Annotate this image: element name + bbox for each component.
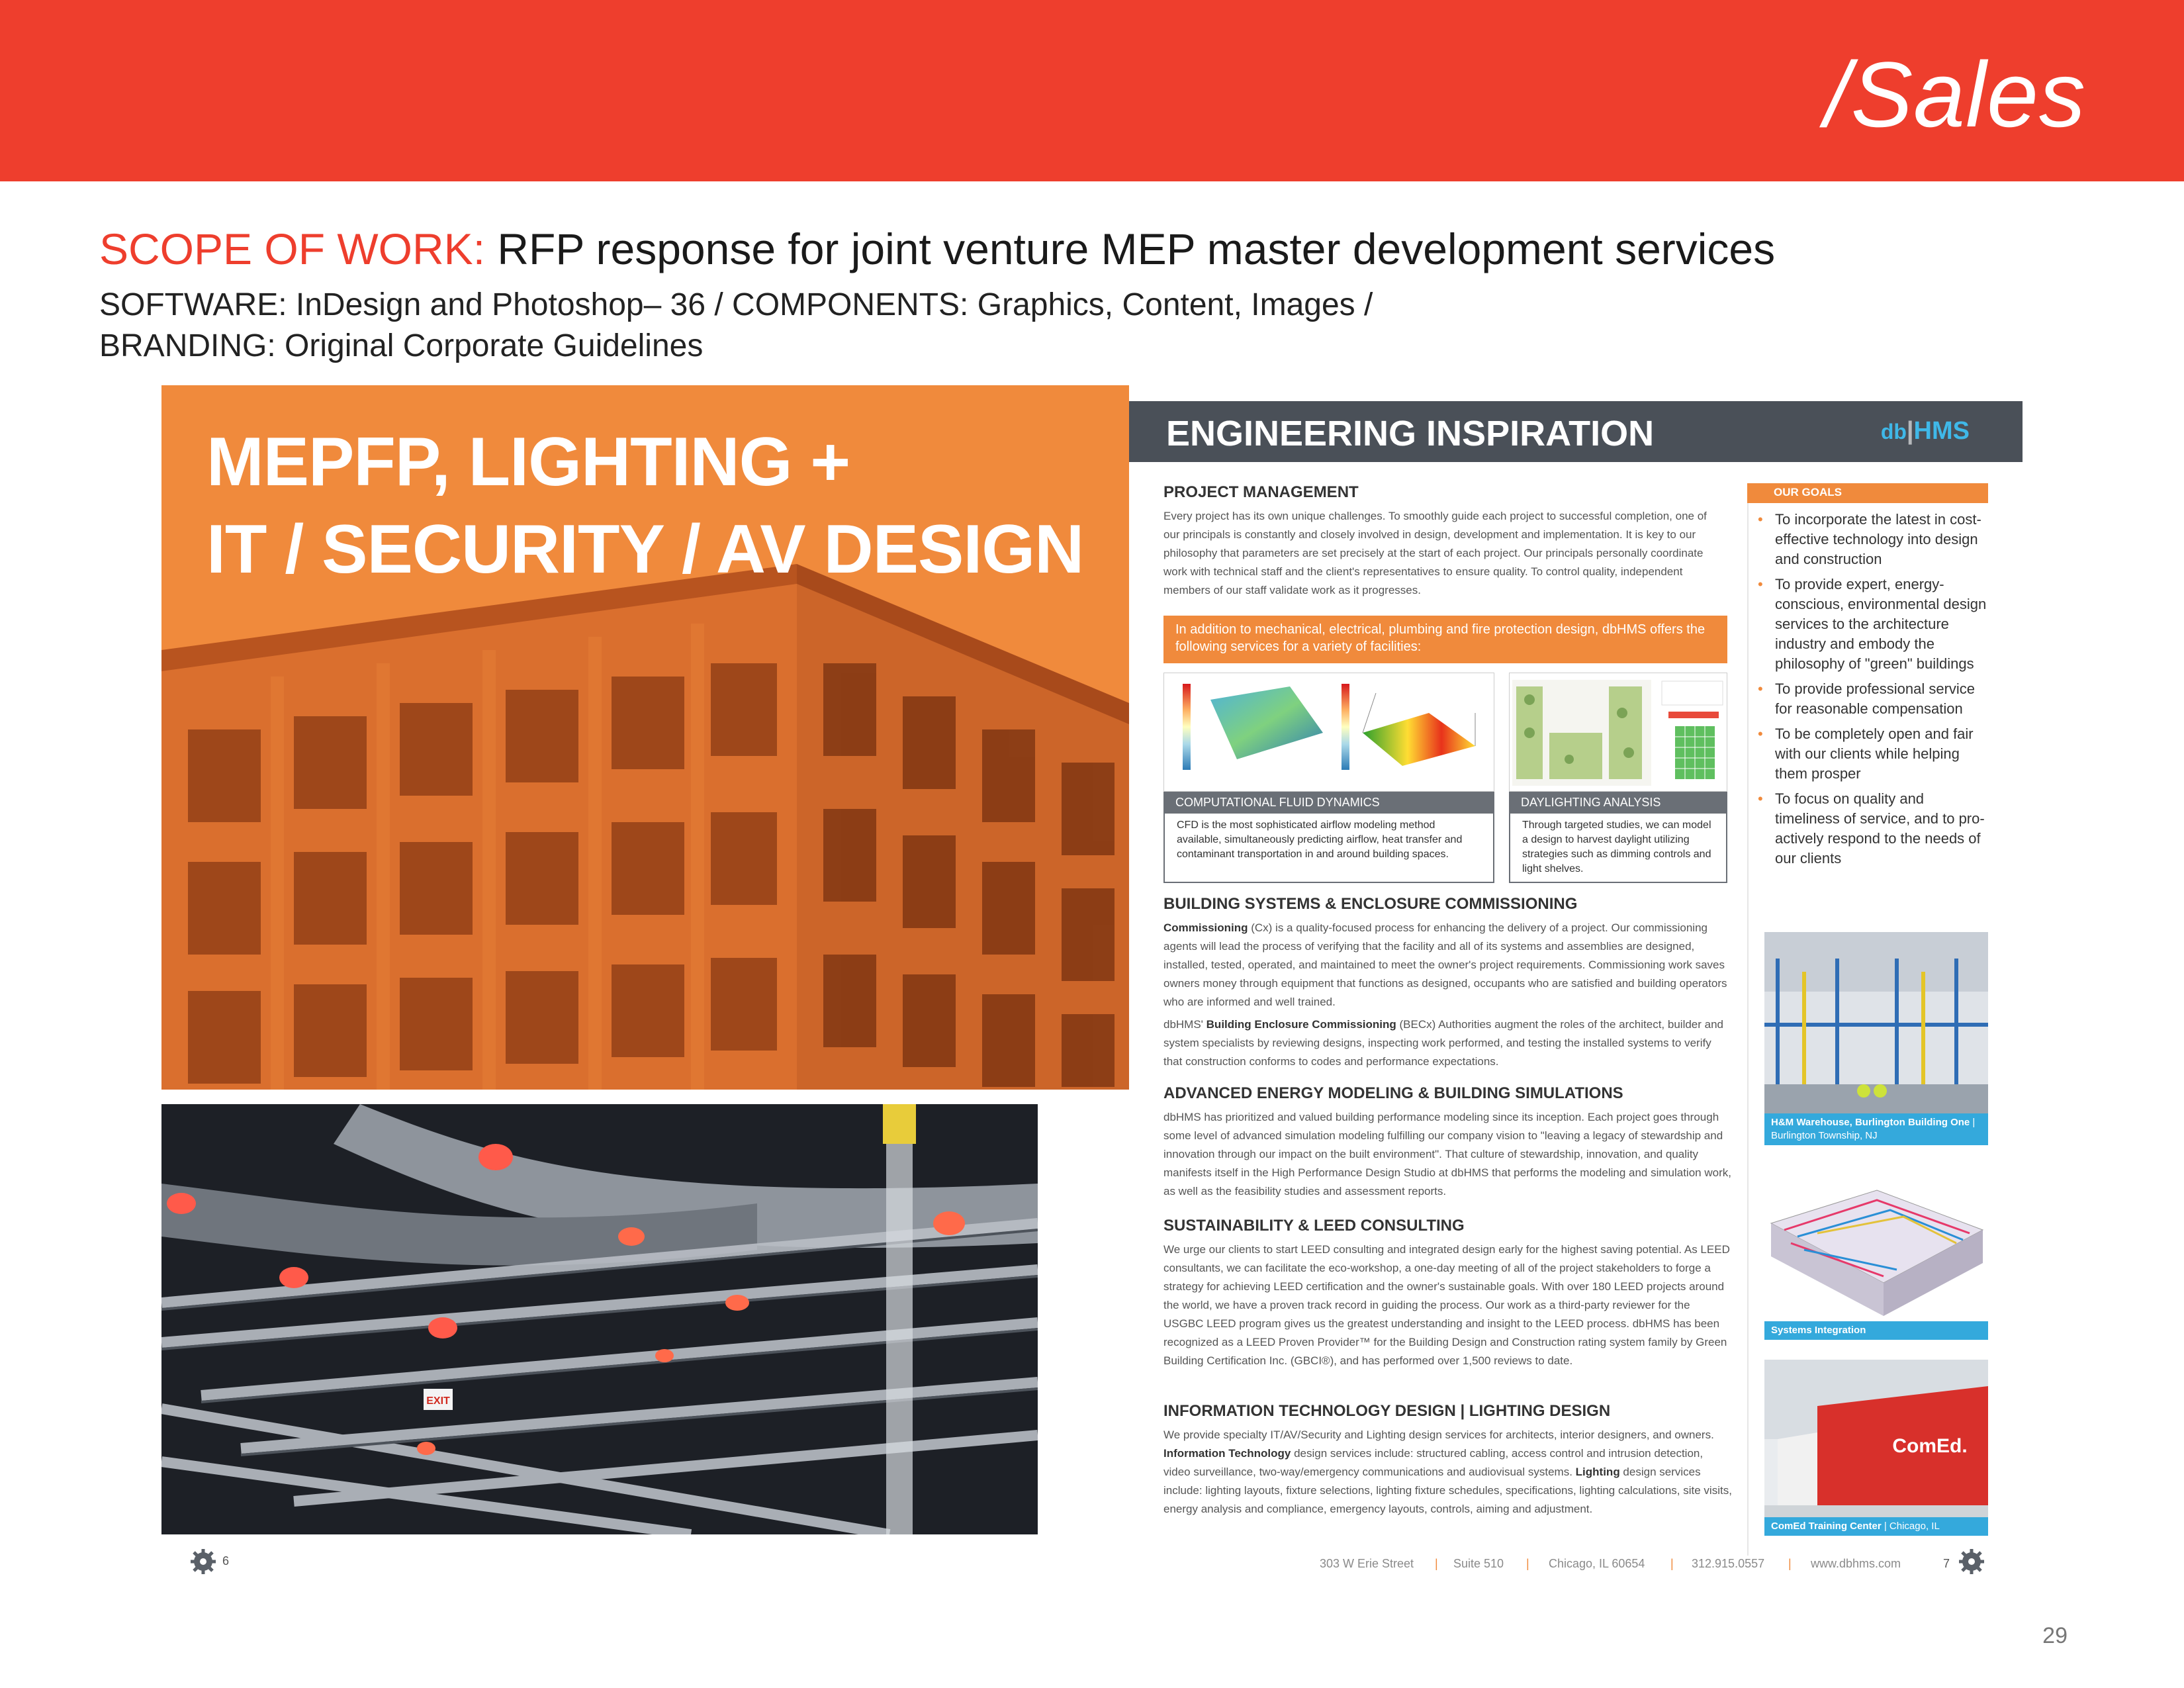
systems-integration-photo <box>1764 1170 1988 1340</box>
goal-item: • To focus on quality and timeliness of service, and to pro-actively respond to the needs of our clients <box>1754 789 1992 868</box>
services-highlight: In addition to mechanical, electrical, plumbing and fire protection design, dbHMS offers the following services for a variety of facilities: <box>1163 616 1727 663</box>
leed-section <box>1163 1217 1733 1370</box>
leed-heading: SUSTAINABILITY & LEED CONSULTING <box>1163 1217 1465 1235</box>
commissioning-section <box>1163 895 1733 1071</box>
scope-text: RFP response for joint venture MEP master development services <box>485 224 1776 273</box>
scope-line <box>99 224 1775 274</box>
commissioning-body-1: Commissioning (Cx) is a quality-focused process for enhancing the delivery of a project. Our commissioning agents will lead the process of verifying that the facility and all of its systems and assemblies are designed, installed, tested, operated, and maintained to meet the owner's project requirements. Commissioning work saves owners money through equipment that functions as designed, occupants who are satisfied and building operators who are informed and well trained. <box>1163 921 1727 1008</box>
right-page-number: 7 <box>1943 1557 1950 1570</box>
footer-address: 303 W Erie Street <box>1320 1557 1414 1570</box>
goal-item: • To provide professional service for reasonable compensation <box>1754 679 1992 719</box>
warehouse-photo-caption: H&M Warehouse, Burlington Building One | Burlington Township, NJ <box>1764 1113 1988 1145</box>
hero-headline <box>206 418 1083 593</box>
commissioning-heading: BUILDING SYSTEMS & ENCLOSURE COMMISSIONING <box>1163 895 1578 913</box>
gear-icon <box>191 1549 216 1574</box>
left-page-number: 6 <box>222 1554 230 1568</box>
goal-item: • To provide expert, energy-conscious, environmental design services to the architecture industry and embody the philosophy of "green" buildings <box>1754 575 1992 674</box>
scope-meta <box>99 285 1373 367</box>
project-management-body: Every project has its own unique challenges. To smoothly guide each project to successful completion, one of our principals is constantly and closely involved in design, development and implementation. It is key to our philosophy that parameters are set precisely at the start of each project. Our principals personally coordinate work with technical staff and the client's representatives to ensure quality. To control quality, independent members of our staff validate work as it progresses. <box>1163 510 1707 596</box>
footer-city: Chicago, IL 60654 <box>1549 1557 1645 1570</box>
energy-body: dbHMS has prioritized and valued building performance modeling since its inception. Each project goes through some level of advanced simulation modeling fulfilling our company vision to "leaving a legacy of stewardship and innovation through our impact on the built environment". That culture of stewardship, innovation, and quality manifests itself in the High Performance Design Studio at dbHMS that performs the modeling and simulation work, as well as the feasibility studies and assessment reports. <box>1163 1111 1731 1197</box>
scope-label: SCOPE OF WORK: <box>99 224 486 273</box>
meta-line-2: BRANDING: Original Corporate Guidelines <box>99 328 704 363</box>
goal-item: • To be completely open and fair with our clients while helping them prosper <box>1754 724 1992 784</box>
cfd-caption: COMPUTATIONAL FLUID DYNAMICS <box>1163 792 1494 814</box>
commissioning-body-2: dbHMS' Building Enclosure Commissioning (BECx) Authorities augment the roles of the architect, builder and system specialists by reviewing designs, inspecting work performed, and testing the installed systems to verify that construction conforms to codes and performance expectations. <box>1163 1018 1724 1068</box>
footer-web: www.dbhms.com <box>1811 1557 1901 1570</box>
dbhms-logo: db|HMS <box>1880 417 1970 445</box>
project-management-heading: PROJECT MANAGEMENT <box>1163 483 1359 501</box>
it-lighting-section <box>1163 1402 1733 1519</box>
ceiling-illustration <box>161 1104 1038 1534</box>
footer-separator: | <box>1788 1557 1792 1570</box>
it-lighting-body: We provide specialty IT/AV/Security and Lighting design services for architects, interior designers, and owners. Information Technology design services include: structured cabling, access control and intrusion detection, video surveillance, two-way/emergency communications and audiovisual systems. Lighting design services include: lighting layouts, fixture selections, lighting fixture schedules, specifications, lighting calculations, site visits, energy analysis and compliance, emergency layouts, controls, aiming and adjustment. <box>1163 1429 1732 1515</box>
project-management-section <box>1163 483 1726 600</box>
cfd-body: CFD is the most sophisticated airflow modeling method available, simultaneously predicting airflow, heat transfer and contaminant transportation in and around building spaces. <box>1163 813 1494 883</box>
goals-heading: OUR GOALS <box>1747 483 1988 503</box>
daylighting-caption: DAYLIGHTING ANALYSIS <box>1509 792 1727 814</box>
right-page-footer <box>1129 1557 2023 1583</box>
comed-photo-caption: ComEd Training Center | Chicago, IL <box>1764 1517 1988 1536</box>
energy-section <box>1163 1084 1733 1201</box>
right-page-title: ENGINEERING INSPIRATION <box>1166 414 1655 453</box>
hero-panel <box>161 385 1129 1090</box>
gear-icon <box>1959 1549 1984 1574</box>
it-lighting-heading: INFORMATION TECHNOLOGY DESIGN | LIGHTING DESIGN <box>1163 1402 1611 1420</box>
right-page <box>1129 401 2023 1570</box>
leed-body: We urge our clients to start LEED consulting and integrated design early for the highest saving potential. As LEED consultants, we can facilitate the eco-workshop, a one-day meeting of all of the project stakeholders to forge a strategy for achieving LEED certification and the owner's sustainable goals. With over 180 LEED projects around the world, we have a proven track record in guiding the process. Our work as a third-party reviewer for the USGBC LEED program gives us the greatest understanding and insight to the LEED process. dbHMS has been recognized as a LEED Proven Provider™ for the Building Design and Construction rating system family by Green Building Certification Inc. (GBCI®), and has performed over 1,500 reviews to date. <box>1163 1243 1730 1367</box>
cfd-diagram <box>1163 673 1494 792</box>
goal-item: • To incorporate the latest in cost-effective technology into design and construction <box>1754 510 1992 569</box>
daylighting-body: Through targeted studies, we can model a design to harvest daylight utilizing strategies such as dimming controls and light shelves. <box>1509 813 1727 883</box>
section-title: /Sales <box>1824 42 2086 146</box>
portfolio-page-number: 29 <box>2042 1623 2068 1648</box>
footer-separator: | <box>1526 1557 1529 1570</box>
ceiling-photo <box>161 1104 1038 1534</box>
goals-list <box>1754 510 1992 874</box>
comed-photo <box>1764 1360 1988 1536</box>
header-banner <box>0 0 2184 181</box>
right-page-header <box>1129 401 2023 462</box>
warehouse-photo <box>1764 932 1988 1145</box>
exit-sign: EXIT <box>426 1395 450 1407</box>
meta-line-1: SOFTWARE: InDesign and Photoshop– 36 / COMPONENTS: Graphics, Content, Images / <box>99 287 1373 322</box>
systems-integration-caption: Systems Integration <box>1764 1321 1988 1340</box>
energy-heading: ADVANCED ENERGY MODELING & BUILDING SIMULATIONS <box>1163 1084 1623 1102</box>
footer-phone: 312.915.0557 <box>1692 1557 1765 1570</box>
footer-suite: Suite 510 <box>1453 1557 1504 1570</box>
hero-headline-line-2: IT / SECURITY / AV DESIGN <box>206 511 1084 588</box>
hero-headline-line-1: MEPFP, LIGHTING + <box>206 424 850 500</box>
footer-separator: | <box>1435 1557 1438 1570</box>
sidebar-divider <box>1747 483 1749 1556</box>
comed-sign: ComEd. <box>1892 1435 1968 1457</box>
daylighting-diagram <box>1509 673 1727 792</box>
footer-separator: | <box>1670 1557 1674 1570</box>
